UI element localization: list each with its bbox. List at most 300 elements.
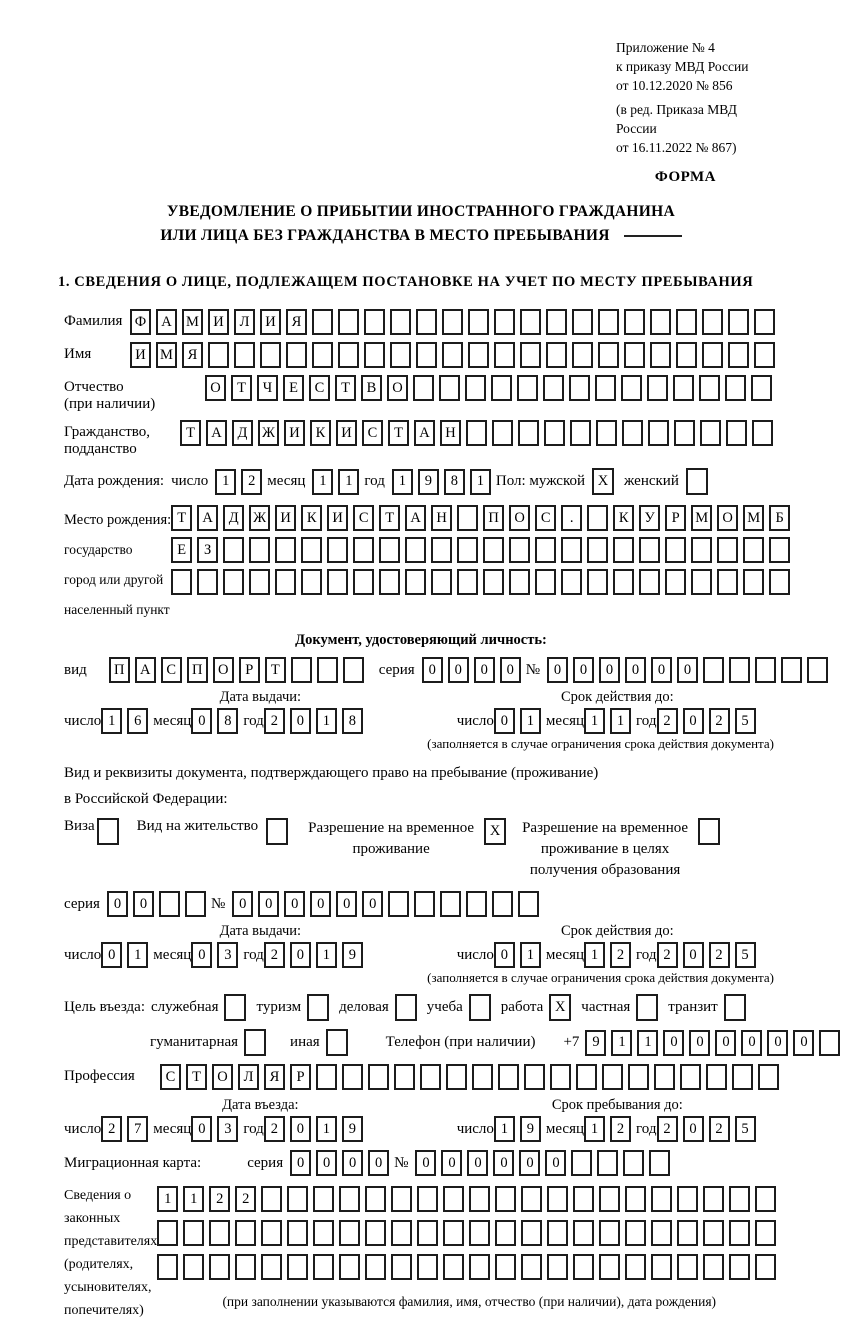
char-cell[interactable] — [625, 1220, 646, 1246]
doc-type-boxes[interactable] — [109, 657, 369, 683]
char-cell[interactable] — [700, 420, 721, 446]
char-cell[interactable] — [550, 1064, 571, 1090]
purpose-humanitarian-checkbox[interactable] — [244, 1029, 266, 1056]
char-cell[interactable]: 1 — [611, 1030, 632, 1056]
char-cell[interactable] — [261, 1254, 282, 1280]
char-cell[interactable]: 1 — [157, 1186, 178, 1212]
char-cell[interactable]: А — [405, 505, 426, 531]
char-cell[interactable]: 1 — [392, 469, 413, 495]
char-cell[interactable] — [650, 342, 671, 368]
char-cell[interactable]: 8 — [444, 469, 465, 495]
char-cell[interactable]: 0 — [625, 657, 646, 683]
char-cell[interactable]: 0 — [342, 1150, 363, 1176]
char-cell[interactable] — [587, 537, 608, 563]
valid-year-boxes[interactable] — [657, 708, 761, 734]
char-cell[interactable]: 1 — [637, 1030, 658, 1056]
char-cell[interactable]: Т — [180, 420, 201, 446]
char-cell[interactable] — [417, 1220, 438, 1246]
char-cell[interactable] — [703, 1220, 724, 1246]
char-cell[interactable] — [729, 1254, 750, 1280]
char-cell[interactable]: 0 — [573, 657, 594, 683]
char-cell[interactable]: 2 — [657, 708, 678, 734]
surname-boxes[interactable] — [130, 309, 780, 335]
char-cell[interactable] — [465, 375, 486, 401]
purpose-private-checkbox[interactable] — [636, 994, 658, 1021]
char-cell[interactable]: 9 — [585, 1030, 606, 1056]
char-cell[interactable] — [573, 1220, 594, 1246]
char-cell[interactable] — [520, 342, 541, 368]
char-cell[interactable] — [717, 569, 738, 595]
stay-month-boxes[interactable] — [584, 1116, 636, 1142]
char-cell[interactable]: 0 — [741, 1030, 762, 1056]
char-cell[interactable]: Н — [431, 505, 452, 531]
char-cell[interactable] — [728, 342, 749, 368]
char-cell[interactable] — [468, 309, 489, 335]
char-cell[interactable] — [543, 375, 564, 401]
char-cell[interactable] — [648, 420, 669, 446]
char-cell[interactable]: 0 — [677, 657, 698, 683]
char-cell[interactable]: П — [187, 657, 208, 683]
birth-year-boxes[interactable] — [392, 469, 496, 495]
char-cell[interactable] — [651, 1220, 672, 1246]
char-cell[interactable]: И — [327, 505, 348, 531]
issue-year-boxes[interactable] — [264, 708, 368, 734]
char-cell[interactable] — [752, 420, 773, 446]
purpose-other-checkbox[interactable] — [326, 1029, 348, 1056]
char-cell[interactable] — [414, 891, 435, 917]
char-cell[interactable]: 5 — [735, 942, 756, 968]
char-cell[interactable] — [223, 537, 244, 563]
char-cell[interactable] — [595, 375, 616, 401]
char-cell[interactable] — [209, 1254, 230, 1280]
char-cell[interactable] — [599, 1254, 620, 1280]
char-cell[interactable]: А — [156, 309, 177, 335]
char-cell[interactable] — [769, 569, 790, 595]
char-cell[interactable] — [157, 1254, 178, 1280]
char-cell[interactable]: Я — [264, 1064, 285, 1090]
char-cell[interactable]: 0 — [545, 1150, 566, 1176]
res-valid-month-boxes[interactable] — [584, 942, 636, 968]
char-cell[interactable]: 0 — [368, 1150, 389, 1176]
char-cell[interactable] — [312, 309, 333, 335]
char-cell[interactable]: С — [362, 420, 383, 446]
char-cell[interactable] — [677, 1220, 698, 1246]
char-cell[interactable] — [665, 569, 686, 595]
char-cell[interactable]: 0 — [651, 657, 672, 683]
valid-month-boxes[interactable] — [584, 708, 636, 734]
char-cell[interactable] — [394, 1064, 415, 1090]
char-cell[interactable] — [235, 1254, 256, 1280]
char-cell[interactable]: 1 — [520, 942, 541, 968]
char-cell[interactable] — [327, 569, 348, 595]
char-cell[interactable] — [703, 657, 724, 683]
char-cell[interactable] — [405, 569, 426, 595]
phone-boxes[interactable] — [585, 1030, 845, 1056]
char-cell[interactable]: О — [213, 657, 234, 683]
char-cell[interactable]: Я — [286, 309, 307, 335]
purpose-business-checkbox[interactable] — [395, 994, 417, 1021]
char-cell[interactable]: С — [353, 505, 374, 531]
char-cell[interactable] — [702, 342, 723, 368]
char-cell[interactable] — [521, 1220, 542, 1246]
char-cell[interactable]: 0 — [101, 942, 122, 968]
char-cell[interactable] — [483, 569, 504, 595]
char-cell[interactable] — [446, 1064, 467, 1090]
temp-residence-checkbox[interactable]: X — [484, 818, 506, 845]
char-cell[interactable] — [466, 891, 487, 917]
char-cell[interactable] — [755, 1186, 776, 1212]
char-cell[interactable] — [596, 420, 617, 446]
char-cell[interactable] — [313, 1220, 334, 1246]
char-cell[interactable]: 1 — [470, 469, 491, 495]
char-cell[interactable]: 2 — [657, 942, 678, 968]
char-cell[interactable] — [598, 342, 619, 368]
char-cell[interactable] — [208, 342, 229, 368]
char-cell[interactable] — [379, 537, 400, 563]
char-cell[interactable] — [275, 569, 296, 595]
char-cell[interactable]: 3 — [217, 942, 238, 968]
char-cell[interactable] — [365, 1254, 386, 1280]
char-cell[interactable]: 0 — [258, 891, 279, 917]
migcard-number-boxes[interactable] — [415, 1150, 675, 1176]
char-cell[interactable] — [157, 1220, 178, 1246]
char-cell[interactable]: К — [613, 505, 634, 531]
char-cell[interactable]: У — [639, 505, 660, 531]
char-cell[interactable]: С — [309, 375, 330, 401]
char-cell[interactable] — [674, 420, 695, 446]
issue-month-boxes[interactable] — [191, 708, 243, 734]
char-cell[interactable] — [391, 1186, 412, 1212]
stay-year-boxes[interactable] — [657, 1116, 761, 1142]
char-cell[interactable] — [518, 420, 539, 446]
char-cell[interactable] — [416, 342, 437, 368]
char-cell[interactable]: Л — [234, 309, 255, 335]
char-cell[interactable] — [535, 569, 556, 595]
char-cell[interactable]: 0 — [107, 891, 128, 917]
char-cell[interactable]: 1 — [101, 708, 122, 734]
char-cell[interactable]: О — [387, 375, 408, 401]
char-cell[interactable] — [249, 537, 270, 563]
char-cell[interactable] — [729, 1220, 750, 1246]
char-cell[interactable]: 2 — [264, 1116, 285, 1142]
char-cell[interactable]: И — [208, 309, 229, 335]
char-cell[interactable] — [717, 537, 738, 563]
char-cell[interactable]: Ч — [257, 375, 278, 401]
char-cell[interactable] — [468, 342, 489, 368]
char-cell[interactable] — [703, 1254, 724, 1280]
char-cell[interactable]: А — [197, 505, 218, 531]
char-cell[interactable] — [587, 569, 608, 595]
char-cell[interactable]: 1 — [316, 708, 337, 734]
char-cell[interactable] — [492, 891, 513, 917]
char-cell[interactable]: С — [535, 505, 556, 531]
char-cell[interactable]: Т — [231, 375, 252, 401]
char-cell[interactable]: М — [156, 342, 177, 368]
char-cell[interactable] — [819, 1030, 840, 1056]
char-cell[interactable] — [665, 537, 686, 563]
char-cell[interactable] — [417, 1254, 438, 1280]
char-cell[interactable] — [691, 569, 712, 595]
char-cell[interactable]: И — [275, 505, 296, 531]
char-cell[interactable]: 1 — [316, 1116, 337, 1142]
birth-day-boxes[interactable] — [215, 469, 267, 495]
char-cell[interactable] — [185, 891, 206, 917]
char-cell[interactable]: 1 — [520, 708, 541, 734]
char-cell[interactable] — [494, 342, 515, 368]
char-cell[interactable] — [518, 891, 539, 917]
char-cell[interactable]: 0 — [415, 1150, 436, 1176]
char-cell[interactable]: 0 — [715, 1030, 736, 1056]
char-cell[interactable]: 0 — [793, 1030, 814, 1056]
char-cell[interactable] — [492, 420, 513, 446]
char-cell[interactable] — [390, 309, 411, 335]
char-cell[interactable]: Т — [265, 657, 286, 683]
char-cell[interactable] — [287, 1220, 308, 1246]
char-cell[interactable]: Ж — [258, 420, 279, 446]
char-cell[interactable]: Е — [283, 375, 304, 401]
char-cell[interactable]: Р — [290, 1064, 311, 1090]
doc-number-boxes[interactable] — [547, 657, 833, 683]
char-cell[interactable]: 0 — [493, 1150, 514, 1176]
char-cell[interactable] — [469, 1186, 490, 1212]
char-cell[interactable] — [754, 309, 775, 335]
char-cell[interactable] — [613, 537, 634, 563]
issue-day-boxes[interactable] — [101, 708, 153, 734]
char-cell[interactable]: 0 — [191, 942, 212, 968]
char-cell[interactable]: Н — [440, 420, 461, 446]
char-cell[interactable]: 7 — [127, 1116, 148, 1142]
char-cell[interactable] — [573, 1254, 594, 1280]
char-cell[interactable] — [621, 375, 642, 401]
char-cell[interactable]: 0 — [547, 657, 568, 683]
char-cell[interactable] — [365, 1186, 386, 1212]
char-cell[interactable] — [353, 537, 374, 563]
char-cell[interactable]: 0 — [448, 657, 469, 683]
birthplace-boxes-row1[interactable] — [171, 505, 795, 531]
char-cell[interactable]: 0 — [290, 942, 311, 968]
char-cell[interactable] — [338, 342, 359, 368]
char-cell[interactable] — [572, 309, 593, 335]
char-cell[interactable] — [442, 342, 463, 368]
char-cell[interactable] — [249, 569, 270, 595]
residence-number-boxes[interactable] — [232, 891, 544, 917]
char-cell[interactable] — [781, 657, 802, 683]
char-cell[interactable] — [405, 537, 426, 563]
char-cell[interactable]: Л — [238, 1064, 259, 1090]
char-cell[interactable] — [703, 1186, 724, 1212]
purpose-transit-checkbox[interactable] — [724, 994, 746, 1021]
char-cell[interactable]: Т — [388, 420, 409, 446]
res-issue-year-boxes[interactable] — [264, 942, 368, 968]
doc-series-boxes[interactable] — [422, 657, 526, 683]
char-cell[interactable] — [651, 1254, 672, 1280]
char-cell[interactable] — [391, 1220, 412, 1246]
entry-month-boxes[interactable] — [191, 1116, 243, 1142]
char-cell[interactable] — [495, 1186, 516, 1212]
char-cell[interactable] — [654, 1064, 675, 1090]
char-cell[interactable] — [353, 569, 374, 595]
char-cell[interactable]: 1 — [584, 708, 605, 734]
sex-female-checkbox[interactable] — [686, 468, 708, 495]
char-cell[interactable] — [628, 1064, 649, 1090]
char-cell[interactable] — [676, 342, 697, 368]
char-cell[interactable]: 2 — [657, 1116, 678, 1142]
char-cell[interactable] — [391, 1254, 412, 1280]
char-cell[interactable]: 1 — [183, 1186, 204, 1212]
char-cell[interactable] — [599, 1186, 620, 1212]
res-issue-month-boxes[interactable] — [191, 942, 243, 968]
char-cell[interactable]: 0 — [467, 1150, 488, 1176]
char-cell[interactable]: 2 — [709, 1116, 730, 1142]
char-cell[interactable] — [561, 569, 582, 595]
char-cell[interactable] — [547, 1220, 568, 1246]
char-cell[interactable] — [390, 342, 411, 368]
char-cell[interactable]: А — [414, 420, 435, 446]
char-cell[interactable]: 1 — [127, 942, 148, 968]
char-cell[interactable] — [732, 1064, 753, 1090]
char-cell[interactable] — [494, 309, 515, 335]
char-cell[interactable] — [521, 1186, 542, 1212]
representatives-boxes-row3[interactable] — [157, 1254, 781, 1280]
representatives-boxes-row1[interactable] — [157, 1186, 781, 1212]
char-cell[interactable] — [417, 1186, 438, 1212]
firstname-boxes[interactable] — [130, 342, 780, 368]
char-cell[interactable] — [599, 1220, 620, 1246]
char-cell[interactable]: 2 — [709, 942, 730, 968]
char-cell[interactable]: 0 — [133, 891, 154, 917]
char-cell[interactable]: И — [260, 309, 281, 335]
char-cell[interactable] — [706, 1064, 727, 1090]
char-cell[interactable]: И — [284, 420, 305, 446]
char-cell[interactable] — [316, 1064, 337, 1090]
char-cell[interactable] — [368, 1064, 389, 1090]
char-cell[interactable]: 0 — [663, 1030, 684, 1056]
char-cell[interactable] — [431, 537, 452, 563]
char-cell[interactable]: Р — [239, 657, 260, 683]
char-cell[interactable]: О — [212, 1064, 233, 1090]
res-issue-day-boxes[interactable] — [101, 942, 153, 968]
char-cell[interactable]: 0 — [441, 1150, 462, 1176]
char-cell[interactable] — [442, 309, 463, 335]
char-cell[interactable]: Т — [186, 1064, 207, 1090]
char-cell[interactable] — [570, 420, 591, 446]
char-cell[interactable] — [313, 1186, 334, 1212]
char-cell[interactable] — [234, 342, 255, 368]
char-cell[interactable] — [364, 309, 385, 335]
char-cell[interactable]: О — [717, 505, 738, 531]
char-cell[interactable] — [561, 537, 582, 563]
char-cell[interactable]: 1 — [338, 469, 359, 495]
char-cell[interactable]: 1 — [584, 1116, 605, 1142]
char-cell[interactable] — [547, 1186, 568, 1212]
char-cell[interactable] — [699, 375, 720, 401]
char-cell[interactable]: 0 — [494, 708, 515, 734]
purpose-official-checkbox[interactable] — [224, 994, 246, 1021]
char-cell[interactable] — [275, 537, 296, 563]
char-cell[interactable]: . — [561, 505, 582, 531]
char-cell[interactable]: 0 — [500, 657, 521, 683]
char-cell[interactable] — [209, 1220, 230, 1246]
char-cell[interactable] — [301, 537, 322, 563]
char-cell[interactable] — [613, 569, 634, 595]
char-cell[interactable] — [339, 1254, 360, 1280]
char-cell[interactable]: 9 — [418, 469, 439, 495]
char-cell[interactable]: З — [197, 537, 218, 563]
res-valid-day-boxes[interactable] — [494, 942, 546, 968]
char-cell[interactable] — [547, 1254, 568, 1280]
res-valid-year-boxes[interactable] — [657, 942, 761, 968]
char-cell[interactable]: Б — [769, 505, 790, 531]
char-cell[interactable]: 0 — [683, 708, 704, 734]
char-cell[interactable]: 0 — [191, 708, 212, 734]
char-cell[interactable]: 0 — [362, 891, 383, 917]
char-cell[interactable]: 0 — [683, 942, 704, 968]
purpose-tourism-checkbox[interactable] — [307, 994, 329, 1021]
char-cell[interactable] — [466, 420, 487, 446]
char-cell[interactable] — [623, 1150, 644, 1176]
char-cell[interactable] — [343, 657, 364, 683]
char-cell[interactable] — [729, 657, 750, 683]
residence-permit-checkbox[interactable] — [266, 818, 288, 845]
char-cell[interactable]: 1 — [494, 1116, 515, 1142]
visa-checkbox[interactable] — [97, 818, 119, 845]
char-cell[interactable] — [498, 1064, 519, 1090]
char-cell[interactable]: 2 — [101, 1116, 122, 1142]
char-cell[interactable]: 0 — [689, 1030, 710, 1056]
char-cell[interactable]: Р — [665, 505, 686, 531]
char-cell[interactable]: 3 — [217, 1116, 238, 1142]
representatives-boxes-row2[interactable] — [157, 1220, 781, 1246]
char-cell[interactable] — [431, 569, 452, 595]
char-cell[interactable]: 0 — [310, 891, 331, 917]
char-cell[interactable] — [521, 1254, 542, 1280]
purpose-work-checkbox[interactable]: X — [549, 994, 571, 1021]
char-cell[interactable]: Ф — [130, 309, 151, 335]
char-cell[interactable]: В — [361, 375, 382, 401]
char-cell[interactable] — [597, 1150, 618, 1176]
char-cell[interactable]: П — [483, 505, 504, 531]
char-cell[interactable]: 2 — [610, 1116, 631, 1142]
char-cell[interactable]: 0 — [316, 1150, 337, 1176]
char-cell[interactable] — [495, 1254, 516, 1280]
char-cell[interactable] — [625, 1254, 646, 1280]
char-cell[interactable] — [457, 569, 478, 595]
char-cell[interactable]: М — [743, 505, 764, 531]
char-cell[interactable]: 2 — [241, 469, 262, 495]
char-cell[interactable] — [602, 1064, 623, 1090]
char-cell[interactable] — [365, 1220, 386, 1246]
char-cell[interactable]: Ж — [249, 505, 270, 531]
char-cell[interactable]: И — [130, 342, 151, 368]
char-cell[interactable]: 0 — [767, 1030, 788, 1056]
char-cell[interactable]: 0 — [290, 1150, 311, 1176]
char-cell[interactable]: Д — [223, 505, 244, 531]
char-cell[interactable]: 0 — [599, 657, 620, 683]
char-cell[interactable]: 0 — [191, 1116, 212, 1142]
char-cell[interactable]: 1 — [316, 942, 337, 968]
char-cell[interactable] — [769, 537, 790, 563]
char-cell[interactable]: Т — [379, 505, 400, 531]
char-cell[interactable] — [755, 1254, 776, 1280]
char-cell[interactable] — [535, 537, 556, 563]
char-cell[interactable] — [364, 342, 385, 368]
char-cell[interactable]: И — [336, 420, 357, 446]
char-cell[interactable] — [420, 1064, 441, 1090]
char-cell[interactable] — [651, 1186, 672, 1212]
char-cell[interactable] — [571, 1150, 592, 1176]
char-cell[interactable] — [573, 1186, 594, 1212]
char-cell[interactable] — [572, 342, 593, 368]
